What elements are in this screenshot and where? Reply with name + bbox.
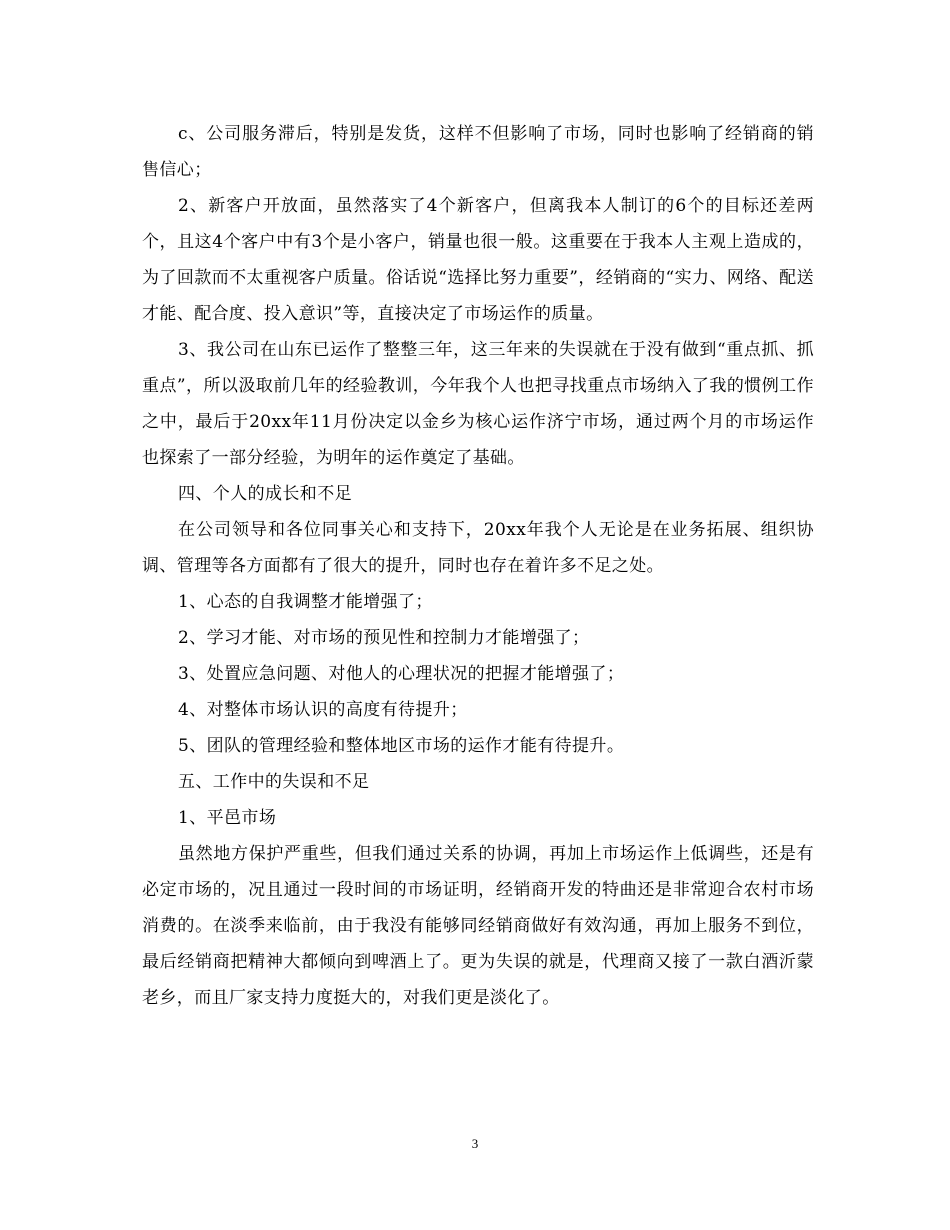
paragraph-5: 在公司领导和各位同事关心和支持下，20xx年我个人无论是在业务拓展、组织协调、管理等各方面都有了很大的提升，同时也存在着许多不足之处。 [142,520,814,576]
section-heading-5: 五、工作中的失误和不足 [178,772,370,792]
paragraph-3: 3、我公司在山东已运作了整整三年，这三年来的失误就在于没有做到“重点抓、抓重点”，所以汲取前几年的经验教训，今年我个人也把寻找重点市场纳入了我的惯例工作之中，最后于20xx年11月份决定以金乡为核心运作济宁市场，通过两个月的市场运作也探索了一部分经验，为明年的运作奠定了基础。 [142,340,814,468]
paragraph-1: c、公司服务滞后，特别是发货，这样不但影响了市场，同时也影响了经销商的销售信心； [142,124,814,180]
paragraph-2: 2、新客户开放面，虽然落实了4个新客户，但离我本人制订的6个的目标还差两个，且这4个客户中有3个是小客户，销量也很一般。这重要在于我本人主观上造成的，为了回款而不太重视客户质量。俗话说“选择比努力重要”，经销商的“实力、网络、配送才能、配合度、投入意识”等，直接决定了市场运作的质量。 [142,196,814,324]
page-number: 3 [471,1136,479,1151]
list-item-2: 2、学习才能、对市场的预见性和控制力才能增强了； [178,628,590,648]
subheading-pingyi-market: 1、平邑市场 [178,808,277,828]
list-item-4: 4、对整体市场认识的高度有待提升； [178,700,468,720]
paragraph-13: 虽然地方保护严重些，但我们通过关系的协调，再加上市场运作上低调些，还是有必定市场的，况且通过一段时间的市场证明，经销商开发的特曲还是非常迎合农村市场消费的。在淡季来临前，由于我没有能够同经销商做好有效沟通，再加上服务不到位，最后经销商把精神大都倾向到啤酒上了。更为失误的就是，代理商又接了一款白酒沂蒙老乡，而且厂家支持力度挺大的，对我们更是淡化了。 [142,844,814,1008]
section-heading-4: 四、个人的成长和不足 [178,484,352,504]
list-item-5: 5、团队的管理经验和整体地区市场的运作才能有待提升。 [178,736,625,756]
document-body [142,116,814,1016]
list-item-1: 1、心态的自我调整才能增强了； [178,592,433,612]
list-item-3: 3、处置应急问题、对他人的心理状况的把握才能增强了； [178,664,625,684]
